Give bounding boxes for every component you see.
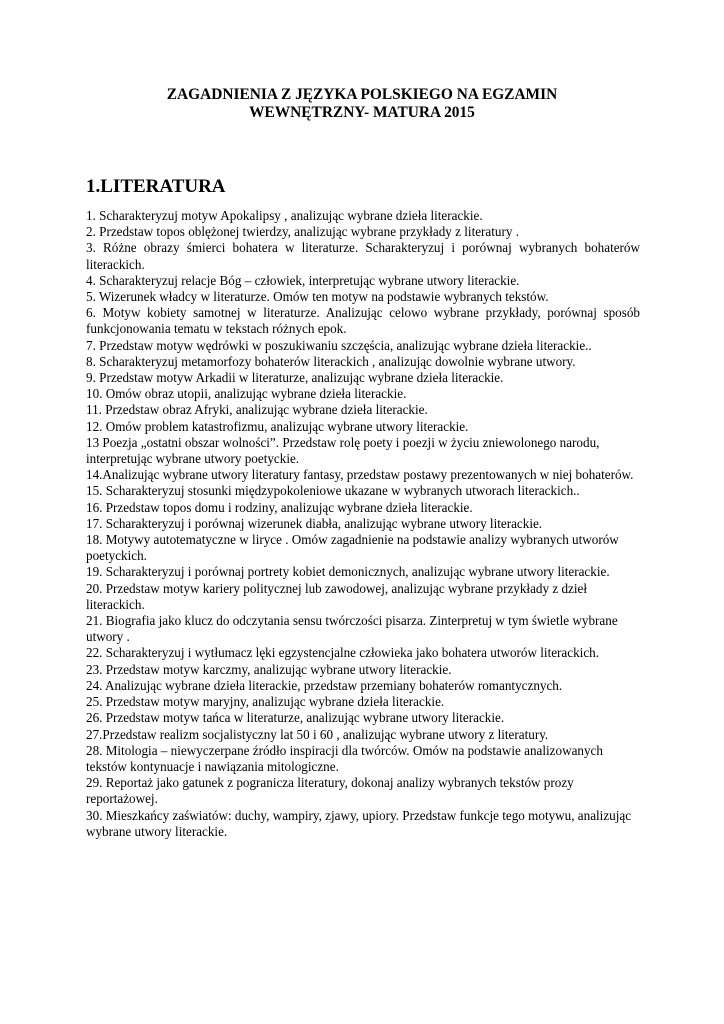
list-item: 26. Przedstaw motyw tańca w literaturze, analizując wybrane utwory literackie. <box>86 710 505 726</box>
list-item: 5. Wizerunek władcy w literaturze. Omów ten motyw na podstawie wybranych tekstów. <box>86 289 549 305</box>
list-item: 21. Biografia jako klucz do odczytania sensu twórczości pisarza. Zinterpretuj w tym świetle wybrane utwory . <box>86 613 618 645</box>
title-line-1: ZAGADNIENIA Z JĘZYKA POLSKIEGO NA EGZAMIN <box>166 86 558 103</box>
list-item: 10. Omów obraz utopii, analizując wybrane dzieła literackie. <box>86 386 407 402</box>
list-item: 23. Przedstaw motyw karczmy, analizując wybrane utwory literackie. <box>86 661 452 677</box>
list-item: 4. Scharakteryzuj relacje Bóg – człowiek, interpretując wybrane utwory literackie. <box>86 272 520 288</box>
list-item: 29. Reportaż jako gatunek z pogranicza literatury, dokonaj analizy wybranych tekstów prozy reportażowej. <box>86 775 574 807</box>
list-item: 18. Motywy autotematyczne w liryce . Omów zagadnienie na podstawie analizy wybranych utworów poetyckich. <box>86 532 619 564</box>
list-item: 9. Przedstaw motyw Arkadii w literaturze, analizując wybrane dzieła literackie. <box>86 370 504 386</box>
list-item: 14.Analizując wybrane utwory literatury fantasy, przedstaw postawy prezentowanych w niej bohaterów. <box>86 467 634 483</box>
list-item: 1. Scharakteryzuj motyw Apokalipsy , analizując wybrane dzieła literackie. <box>86 208 483 223</box>
list-item: 27.Przedstaw realizm socjalistyczny lat 50 i 60 , analizując wybrane utwory z literatury. <box>86 726 549 742</box>
section-heading: 1.LITERATURA <box>86 176 226 197</box>
list-item: 13 Poezja „ostatni obszar wolności”. Przedstaw rolę poety i poezji w życiu zniewolonego narodu, interpretując wybrane utwory poetyckie. <box>86 434 600 467</box>
list-item: 24. Analizując wybrane dzieła literackie, przedstaw przemiany bohaterów romantycznych. <box>86 677 563 693</box>
list-item: 15. Scharakteryzuj stosunki międzypokoleniowe ukazane w wybranych utworach literackich.. <box>86 483 580 499</box>
list-item: 19. Scharakteryzuj i porównaj portrety kobiet demonicznych, analizując wybrane utwory literackie. <box>86 564 610 580</box>
list-item: 30. Mieszkańcy zaświatów: duchy, wampiry, zjawy, upiory. Przedstaw funkcje tego motywu, analizując wybrane utwory literackie. <box>86 807 632 839</box>
list-item: 6. Motyw kobiety samotnej w literaturze. Analizując celowo wybrane przykłady, porównaj sposób funkcjonowania tematu w tekstach różnych epok. <box>86 305 640 337</box>
list-item: 25. Przedstaw motyw maryjny, analizując wybrane dzieła literackie. <box>86 694 445 710</box>
topic-list <box>86 208 640 840</box>
list-item: 3. Różne obrazy śmierci bohatera w literaturze. Scharakteryzuj i porównaj wybranych bohaterów literackich. <box>86 240 640 272</box>
list-item: 12. Omów problem katastrofizmu, analizując wybrane utwory literackie. <box>86 418 469 434</box>
list-item: 8. Scharakteryzuj metamorfozy bohaterów literackich , analizując dowolnie wybrane utwory. <box>86 353 576 369</box>
list-item: 11. Przedstaw obraz Afryki, analizując wybrane dzieła literackie. <box>86 402 428 418</box>
list-item: 16. Przedstaw topos domu i rodziny, analizując wybrane dzieła literackie. <box>86 499 473 515</box>
list-item: 7. Przedstaw motyw wędrówki w poszukiwaniu szczęścia, analizując wybrane dzieła literackie.. <box>86 337 592 353</box>
list-item: 17. Scharakteryzuj i porównaj wizerunek diabła, analizując wybrane utwory literackie. <box>86 515 543 531</box>
list-item: 2. Przedstaw topos oblężonej twierdzy, analizując wybrane przykłady z literatury . <box>86 224 519 240</box>
list-item: 28. Mitologia – niewyczerpane źródło inspiracji dla twórców. Omów na podstawie analizowanych tekstów kontynuacje i nawiązania mitologiczne. <box>86 742 603 774</box>
document-title <box>0 86 724 122</box>
list-item: 22. Scharakteryzuj i wytłumacz lęki egzystencjalne człowieka jako bohatera utworów literackich. <box>86 645 600 661</box>
title-line-2: WEWNĘTRZNY- MATURA 2015 <box>249 104 475 121</box>
list-item: 20. Przedstaw motyw kariery politycznej lub zawodowej, analizując wybrane przykłady z dzieł literackich. <box>86 580 587 612</box>
